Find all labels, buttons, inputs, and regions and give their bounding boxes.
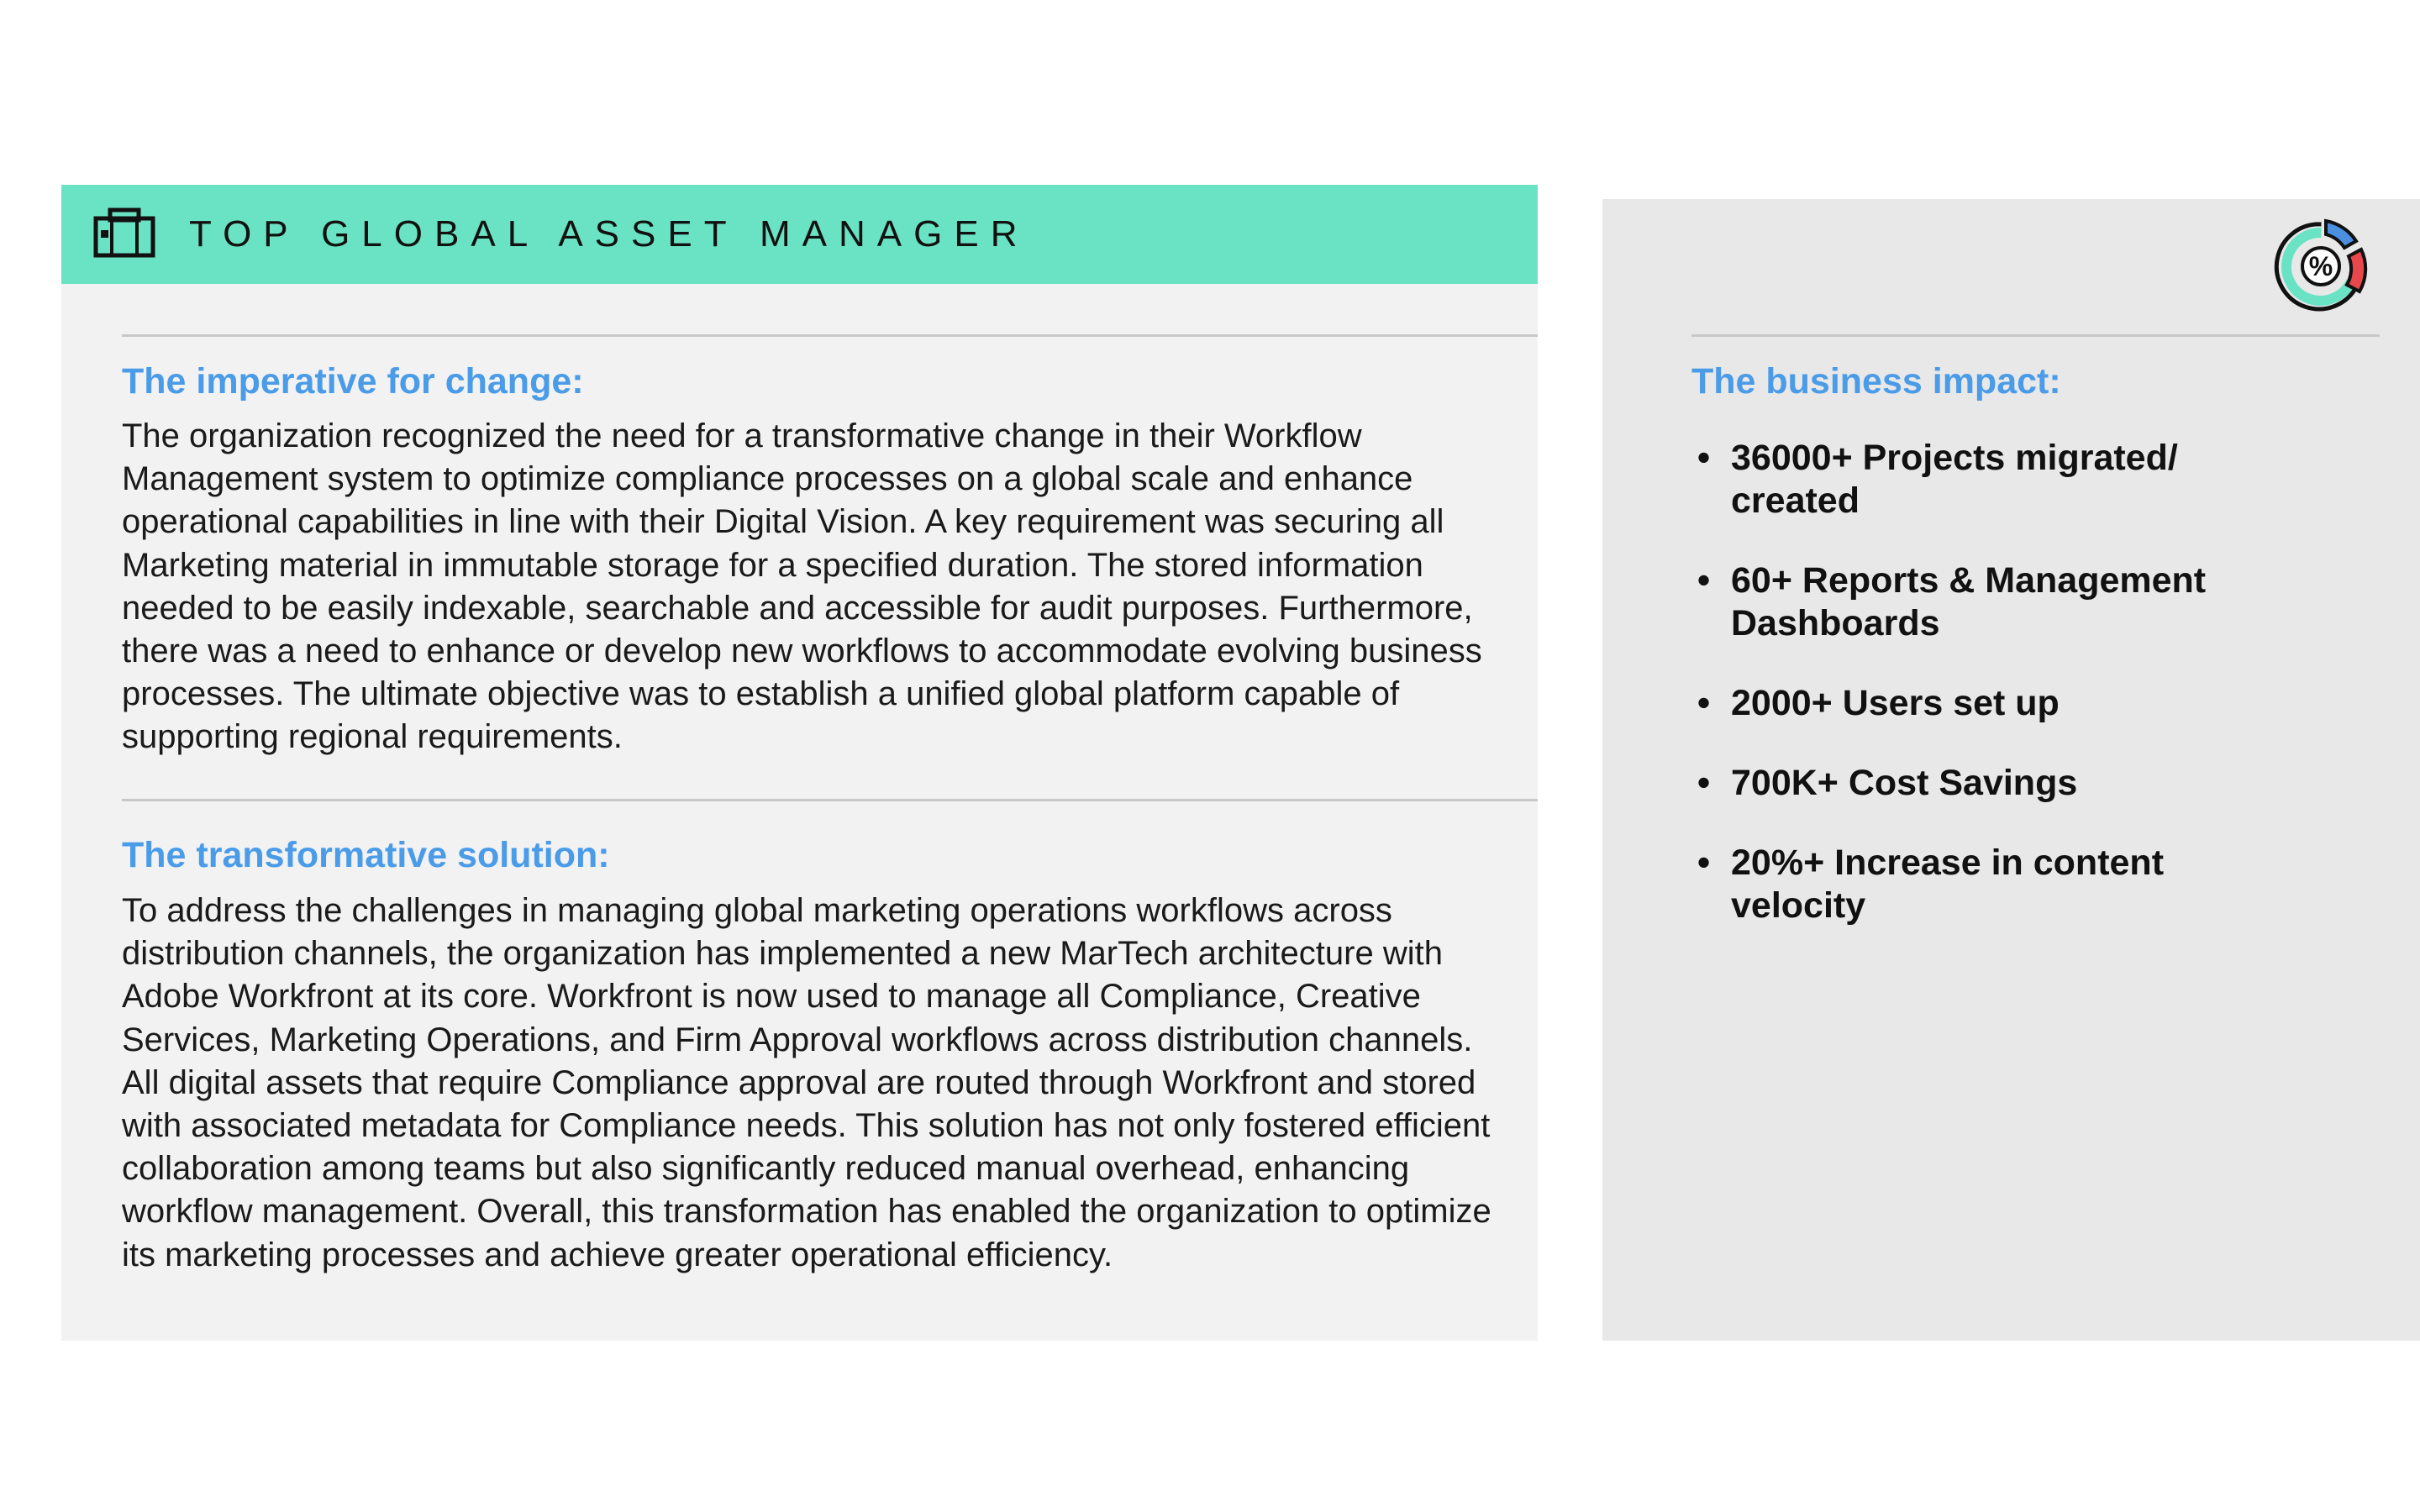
impact-heading: The business impact:: [1691, 361, 2061, 402]
text-line: To address the challenges in managing global marketing operations workflows across: [122, 892, 1392, 929]
text-line: workflow management. Overall, this transformation has enabled the organization to optimize: [122, 1193, 1491, 1231]
text-line: Marketing material in immutable storage for a specified duration. The stored information: [122, 546, 1423, 584]
list-item: [1697, 842, 2386, 927]
divider: [122, 799, 1538, 801]
text-line: All digital assets that require Compliance approval are routed through Workfront and stored: [122, 1063, 1476, 1101]
text-line: with associated metadata for Compliance needs. This solution has not only fostered efficient: [122, 1107, 1491, 1145]
bullet-dot: •: [1697, 683, 1711, 723]
solution-heading: The transformative solution:: [122, 835, 610, 875]
text-line: distribution channels, the organization has implemented a new MarTech architecture with: [122, 935, 1443, 973]
item-line: velocity: [1731, 885, 1866, 926]
percent-chart-icon: [2269, 214, 2374, 319]
text-line: supporting regional requirements.: [122, 718, 623, 756]
text-line: Services, Marketing Operations, and Firm Approval workflows across distribution channels.: [122, 1021, 1473, 1058]
item-line: 2000+ Users set up: [1731, 683, 2060, 723]
text-line: its marketing processes and achieve greater operational efficiency.: [122, 1236, 1113, 1273]
text-line: operational capabilities in line with their Digital Vision. A key requirement was securing all: [122, 503, 1444, 541]
item-line: created: [1731, 480, 1860, 521]
solution-body: [122, 890, 1534, 1277]
page-title: TOP GLOBAL ASSET MANAGER: [189, 213, 1029, 255]
item-line: 60+ Reports & Management: [1731, 560, 2207, 601]
bullet-dot: •: [1697, 843, 1711, 883]
text-line: Management system to optimize compliance processes on a global scale and enhance: [122, 460, 1413, 498]
list-item: [1697, 762, 2386, 805]
imperative-heading: The imperative for change:: [122, 361, 584, 402]
list-item: [1697, 559, 2386, 645]
list-item: [1697, 437, 2386, 522]
text-line: needed to be easily indexable, searchable and accessible for audit purposes. Furthermore,: [122, 589, 1473, 627]
bullet-dot: •: [1697, 763, 1711, 803]
text-line: Adobe Workfront at its core. Workfront is now used to manage all Compliance, Creative: [122, 978, 1421, 1016]
item-line: 20%+ Increase in content: [1731, 843, 2165, 883]
item-line: Dashboards: [1731, 603, 1940, 643]
item-line: 36000+ Projects migrated/: [1731, 438, 2178, 478]
text-line: The organization recognized the need for a transformative change in their Workflow: [122, 417, 1362, 454]
item-line: 700K+ Cost Savings: [1731, 763, 2078, 803]
text-line: processes. The ultimate objective was to establish a unified global platform capable of: [122, 675, 1400, 713]
imperative-body: [122, 415, 1534, 759]
text-line: collaboration among teams but also significantly reduced manual overhead, enhancing: [122, 1150, 1410, 1188]
divider: [122, 334, 1538, 337]
text-line: there was a need to enhance or develop new workflows to accommodate evolving business: [122, 633, 1482, 670]
list-item: [1697, 682, 2386, 725]
header-bar: [61, 185, 1538, 284]
bullet-dot: •: [1697, 438, 1711, 478]
divider: [1691, 334, 2380, 337]
svg-text:%: %: [2308, 251, 2333, 281]
briefcase-icon: [93, 207, 155, 259]
bullet-dot: •: [1697, 560, 1711, 601]
impact-list: [1697, 437, 2386, 927]
